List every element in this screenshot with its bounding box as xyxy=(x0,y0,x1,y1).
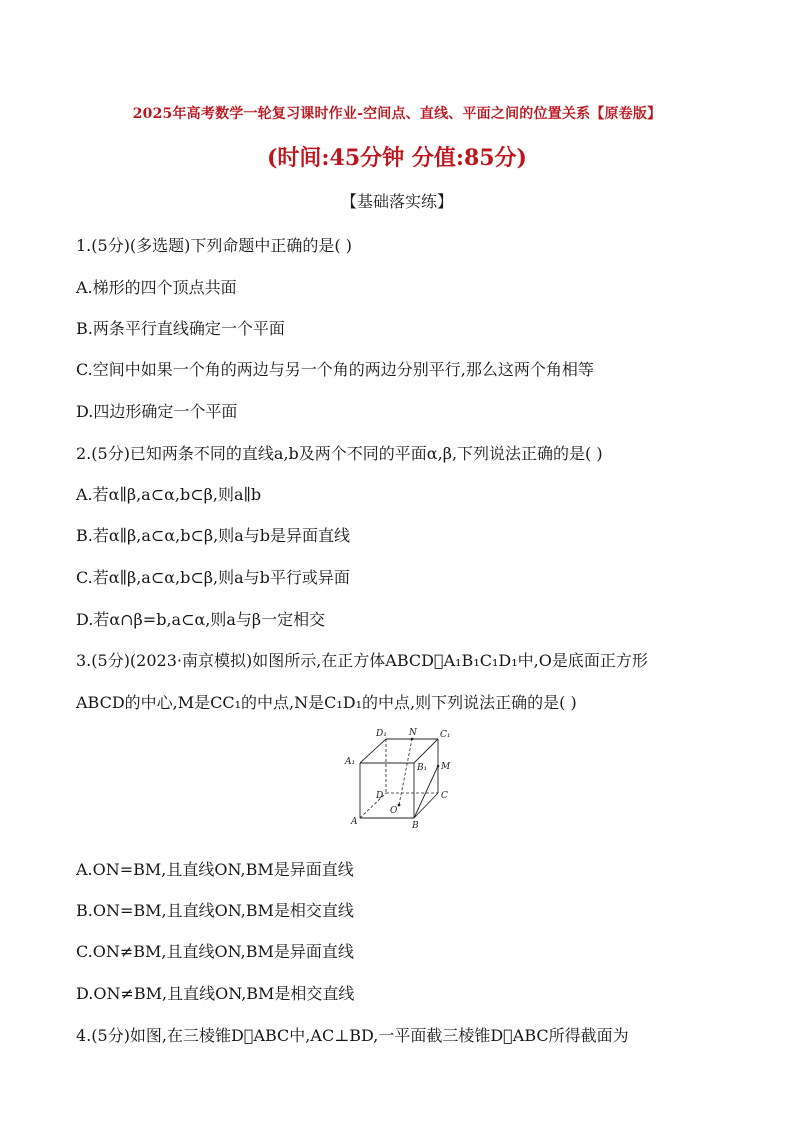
question-1-stem: 1.(5分)(多选题)下列命题中正确的是( ) xyxy=(76,236,352,255)
label-a: A xyxy=(351,817,358,827)
cube-figure xyxy=(338,726,458,836)
segment-b-m xyxy=(414,766,438,818)
time-score-info: (时间:45分钟 分值:85分) xyxy=(267,145,527,171)
question-4-stem: 4.(5分)如图,在三棱锥D󰃀ABC中,AC⊥BD,一平面截三棱锥D󰃀ABC所得截面为 xyxy=(76,1026,629,1045)
label-b1: B₁ xyxy=(417,763,428,773)
question-2-option-b: B.若α∥β,a⊂α,b⊂β,则a与b是异面直线 xyxy=(76,526,350,545)
question-1-option-d: D.四边形确定一个平面 xyxy=(76,402,238,421)
label-a1: A₁ xyxy=(345,757,356,767)
question-1-option-a: A.梯形的四个顶点共面 xyxy=(76,278,237,297)
question-3-option-a: A.ON=BM,且直线ON,BM是异面直线 xyxy=(76,860,354,879)
label-d: D xyxy=(376,791,384,801)
label-c1: C₁ xyxy=(440,730,451,740)
point-n xyxy=(411,738,414,741)
point-m xyxy=(437,765,440,768)
point-o xyxy=(398,804,401,807)
question-3-option-d: D.ON≠BM,且直线ON,BM是相交直线 xyxy=(76,984,355,1003)
label-o: O xyxy=(390,806,398,816)
question-1-option-c: C.空间中如果一个角的两边与另一个角的两边分别平行,那么这两个角相等 xyxy=(76,360,594,379)
question-3-stem-line-2: ABCD的中心,M是CC₁的中点,N是C₁D₁的中点,则下列说法正确的是( ) xyxy=(76,693,577,712)
question-3-stem-line-1: 3.(5分)(2023·南京模拟)如图所示,在正方体ABCD󰃀A₁B₁C₁D₁中,O是底面正方形 xyxy=(76,651,648,670)
label-n: N xyxy=(409,728,417,738)
question-2-option-c: C.若α∥β,a⊂α,b⊂β,则a与b平行或异面 xyxy=(76,568,350,587)
question-3-option-c: C.ON≠BM,且直线ON,BM是异面直线 xyxy=(76,942,354,961)
label-b: B xyxy=(412,821,419,831)
label-c: C xyxy=(441,791,448,801)
question-2-option-a: A.若α∥β,a⊂α,b⊂β,则a∥b xyxy=(76,485,262,504)
section-heading: 【基础落实练】 xyxy=(340,192,453,211)
edge-c1-b1 xyxy=(414,739,438,763)
question-2-option-d: D.若α∩β=b,a⊂α,则a与β一定相交 xyxy=(76,610,326,629)
question-1-option-b: B.两条平行直线确定一个平面 xyxy=(76,319,285,338)
question-2-stem: 2.(5分)已知两条不同的直线a,b及两个不同的平面α,β,下列说法正确的是( ) xyxy=(76,444,603,463)
hidden-segment-o-n xyxy=(399,739,412,805)
cube-diagram xyxy=(338,726,458,836)
document-title: 2025年高考数学一轮复习课时作业-空间点、直线、平面之间的位置关系【原卷版】 xyxy=(132,106,662,122)
edge-b-c xyxy=(414,793,438,818)
edge-a1-d1 xyxy=(360,739,386,763)
label-m: M xyxy=(441,762,451,772)
label-d1: D₁ xyxy=(376,729,387,739)
question-3-option-b: B.ON=BM,且直线ON,BM是相交直线 xyxy=(76,901,354,920)
